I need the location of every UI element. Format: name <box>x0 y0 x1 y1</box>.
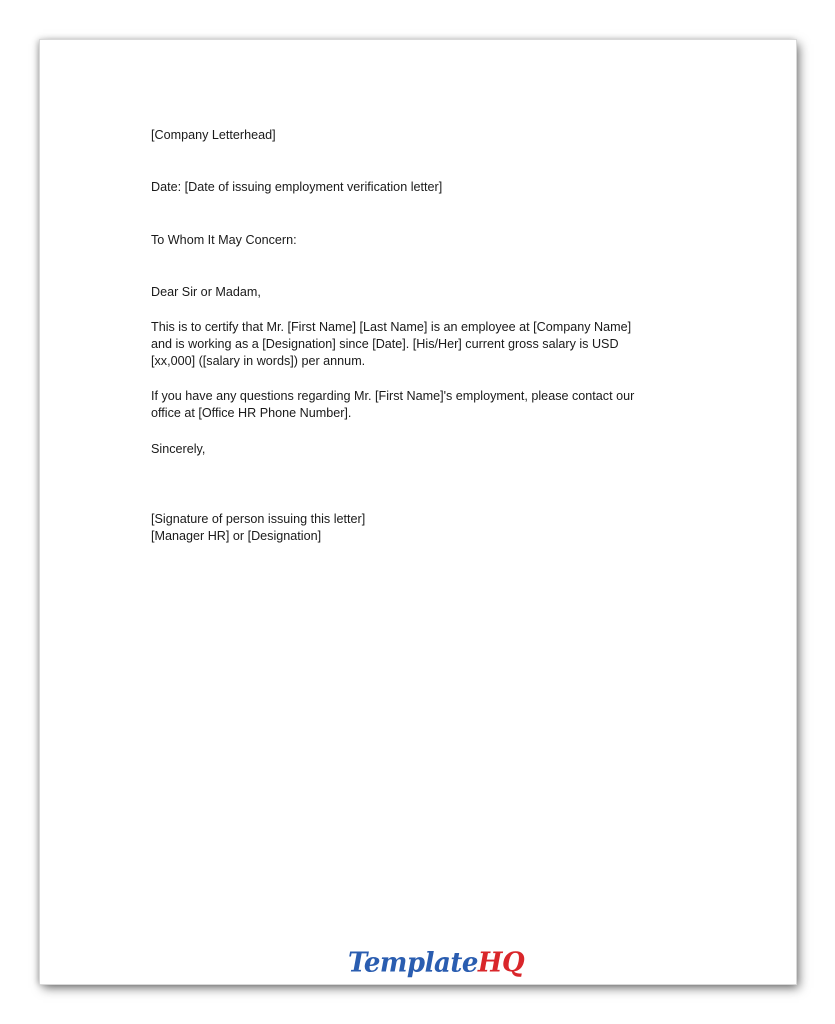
paragraph-2-line-2: office at [Office HR Phone Number]. <box>151 406 352 420</box>
letter-salutation: Dear Sir or Madam, <box>151 285 261 299</box>
signature-line: [Signature of person issuing this letter] <box>151 512 366 526</box>
logo-text-template: Template <box>348 947 478 979</box>
paragraph-2-line-1: If you have any questions regarding Mr. [First Name]'s employment, please contact our <box>151 389 635 403</box>
letter-recipient: To Whom It May Concern: <box>151 233 297 247</box>
document-page <box>40 40 796 984</box>
paragraph-1-line-2: and is working as a [Designation] since [Date]. [His/Her] current gross salary is USD <box>151 337 619 351</box>
paragraph-1-line-1: This is to certify that Mr. [First Name] [Last Name] is an employee at [Company Name] <box>151 320 632 334</box>
templatehq-logo <box>348 947 524 979</box>
letter-closing: Sincerely, <box>151 442 206 456</box>
company-letterhead: [Company Letterhead] <box>151 128 276 142</box>
paragraph-1-line-3: [xx,000] ([salary in words]) per annum. <box>151 354 366 368</box>
signer-designation: [Manager HR] or [Designation] <box>151 529 322 543</box>
logo-text-hq: HQ <box>477 947 525 979</box>
letter-date: Date: [Date of issuing employment verification letter] <box>151 180 443 194</box>
